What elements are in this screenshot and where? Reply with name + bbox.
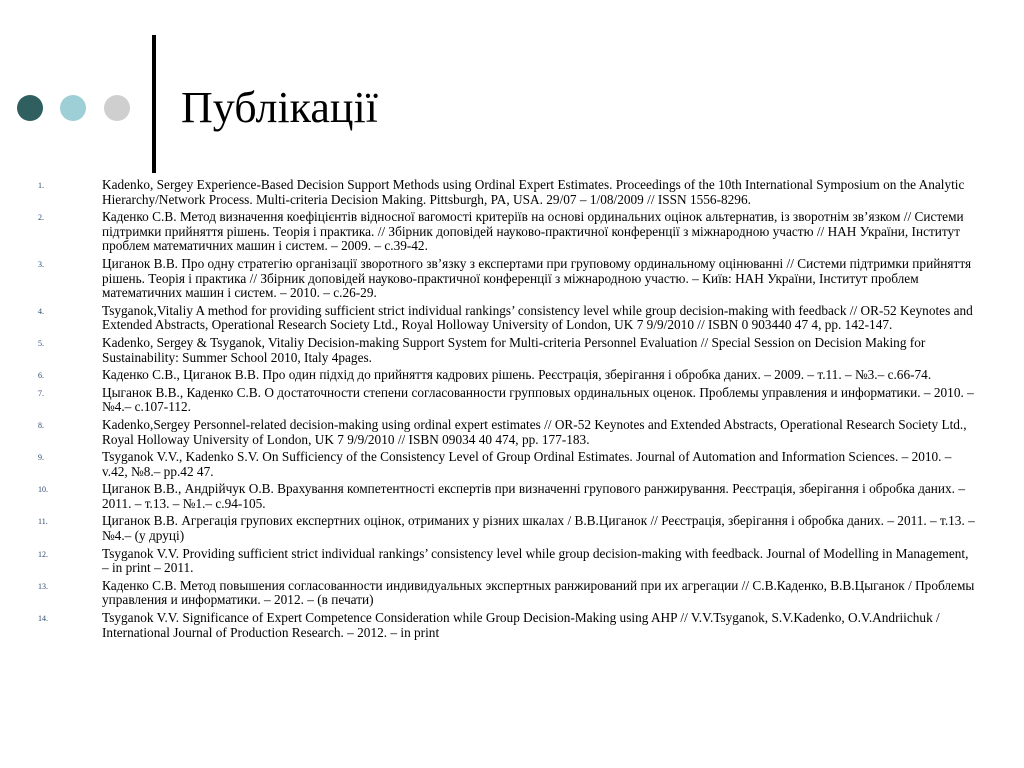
decorative-dot-gray bbox=[104, 95, 130, 121]
publication-text: Tsyganok V.V. Significance of Expert Competence Consideration while Group Decision-Making using AHP // V.V.Tsyganok, S.V.Kadenko, O.V.Andriichuk / International Journal of Production Research. – 2012. – in print bbox=[102, 610, 940, 640]
publication-number: 2. bbox=[38, 213, 44, 223]
publication-number: 14. bbox=[38, 614, 48, 624]
publication-item bbox=[0, 336, 1024, 365]
publication-number: 7. bbox=[38, 388, 44, 398]
publication-number: 13. bbox=[38, 581, 48, 591]
publication-number: 11. bbox=[38, 517, 48, 527]
publication-text: Tsyganok,Vitaliy A method for providing sufficient strict individual rankings’ consistency level while group decision-making with feedback // OR-52 Keynotes and Extended Abstracts, Operational Research Society Ltd., Royal Holloway University of London, UK 7 9/9/2010 // ISBN 0 903440 47 4, pp. 142-147. bbox=[102, 302, 973, 333]
publication-text: Циганок В.В., Андрійчук О.В. Врахування компетентності експертів при визначенні групового ранжирування. Реєстрація, зберігання і обробка даних. – 2011. – т.13. – №1.– с.94-105. bbox=[102, 481, 965, 511]
publication-item bbox=[0, 547, 1024, 576]
publication-text: Цыганок В.В., Каденко С.В. О достаточности степени согласованности групповых ординальных оценок. Проблемы управления и информатики. – 2010. – №4.– с.107-112. bbox=[102, 384, 974, 415]
publication-text: Каденко С.В., Циганок В.В. Про один підхід до прийняття кадрових рішень. Реєстрація, зберігання і обробка даних. – 2009. – т.11. – №3.– с.66-74. bbox=[102, 367, 932, 383]
publication-item bbox=[0, 514, 1024, 543]
publication-number: 1. bbox=[38, 181, 44, 190]
publication-text: Tsyganok V.V., Kadenko S.V. On Sufficiency of the Consistency Level of Group Ordinal Estimates. Journal of Automation and Information Sciences. – 2010. – v.42, №8.– pp.42 47. bbox=[102, 449, 952, 479]
publication-number: 8. bbox=[38, 420, 44, 430]
publication-item bbox=[0, 611, 1024, 640]
publication-text: Каденко С.В. Метод визначення коефіцієнтів відносної вагомості критеріїв на основі ординальних оцінок альтернатив, із зворотнім зв’язком // Системи підтримки прийняття рішень. Теорія і практика. // Збірник доповідей науково-практичної конференції з міжнародною участю // НАН України, Інститут проблем математичних машин і систем. – 2009. – с.39-42. bbox=[102, 209, 964, 254]
publication-item bbox=[0, 304, 1024, 333]
publication-number: 9. bbox=[38, 453, 44, 463]
publication-text: Kadenko, Sergey Experience-Based Decision Support Methods using Ordinal Expert Estimates. Proceedings of the 10th International Symposium on the Analytic Hierarchy/Network Process. Multi-criteria Decision Making. Pittsburgh, PA, USA. 29/07 – 1/08/2009 // ISSN 1556-8296. bbox=[102, 177, 965, 207]
publication-item bbox=[0, 257, 1024, 301]
decorative-dot-dark bbox=[17, 95, 43, 121]
publication-item bbox=[0, 482, 1024, 511]
publication-item bbox=[0, 368, 1024, 383]
publication-item bbox=[0, 579, 1024, 608]
decorative-dot-teal bbox=[60, 95, 86, 121]
title-divider bbox=[152, 35, 156, 173]
publication-number: 12. bbox=[38, 549, 48, 559]
publication-number: 4. bbox=[38, 306, 44, 316]
publication-item bbox=[0, 418, 1024, 447]
publication-text: Kadenko, Sergey & Tsyganok, Vitaliy Decision-making Support System for Multi-criteria Personnel Evaluation // Special Session on Decision Making for Sustainability: Summer School 2010, Italy 4pages. bbox=[102, 334, 926, 365]
publication-number: 10. bbox=[38, 485, 48, 495]
publication-item bbox=[0, 178, 1024, 207]
publication-text: Каденко С.В. Метод повышения согласованности индивидуальных экспертных ранжирований при их агрегации // С.В.Каденко, В.В.Цыганок / Проблемы управления и информатики. – 2012. – (в печати) bbox=[102, 577, 975, 608]
publication-text: Циганок В.В. Агрегація групових експертних оцінок, отриманих у різних шкалах / В.В.Циганок // Реєстрація, зберігання і обробка даних. – 2011. – т.13. – №4.– (у друці) bbox=[102, 513, 975, 544]
publication-text: Tsyganok V.V. Providing sufficient strict individual rankings’ consistency level while group decision-making with feedback. Journal of Modelling in Management, – in print – 2011. bbox=[102, 545, 969, 576]
publication-text: Циганок В.В. Про одну стратегію організації зворотного зв’язку з експертами при груповому ординальному оцінюванні // Системи підтримки прийняття рішень. Теорія і практика // Збірник доповідей науково-практичної конференції з міжнародною участю. – Київ: НАН України, Інститут проблем математичних машин і систем. – 2010. – с.26-29. bbox=[102, 255, 972, 301]
publication-item bbox=[0, 386, 1024, 415]
publication-list bbox=[0, 178, 1024, 643]
publication-item bbox=[0, 210, 1024, 254]
publication-text: Kadenko,Sergey Personnel-related decision-making using ordinal expert estimates // OR-52 Keynotes and Extended Abstracts, Operational Research Society Ltd., Royal Holloway University of London, UK 7 9/9/2010 // ISBN 09034 40 474, pp. 177-183. bbox=[102, 416, 967, 447]
publication-number: 5. bbox=[38, 338, 44, 348]
publication-item bbox=[0, 450, 1024, 479]
publication-number: 6. bbox=[38, 371, 44, 381]
publication-number: 3. bbox=[38, 259, 44, 269]
slide-title: Публікації bbox=[181, 83, 378, 132]
